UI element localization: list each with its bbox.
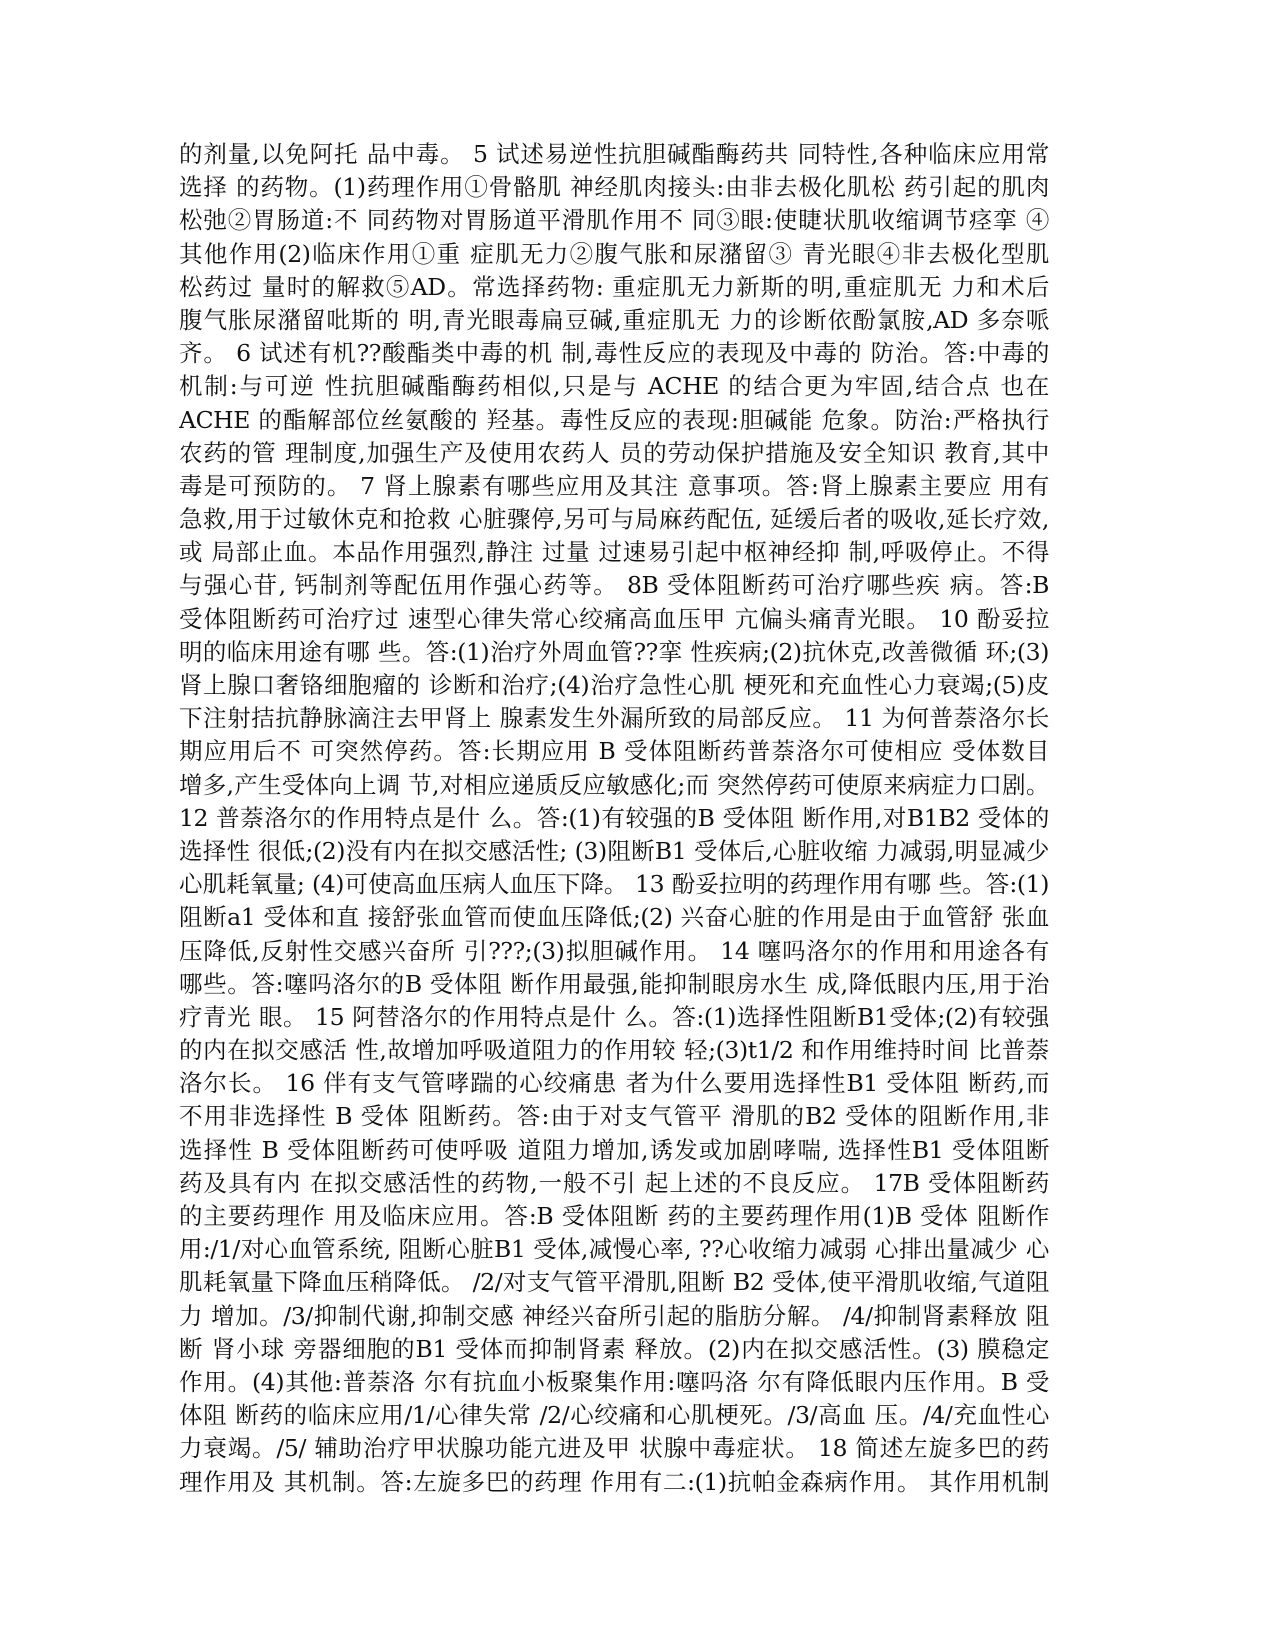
text-line: 选择性 很低;(2)没有内在拟交感活性; (3)阻断B1 受体后,心脏收缩 力减弱,明显减少: [179, 836, 1049, 865]
text-line: 下注射拮抗静脉滴注去甲肾上 腺素发生外漏所致的局部反应。 11 为何普萘洛尔长: [179, 704, 1049, 733]
text-line: 肌耗氧量下降血压稍降低。 /2/对支气管平滑肌,阻断 B2 受体,使平滑肌收缩,气道阻: [179, 1268, 1049, 1297]
text-line: 松药过 量时的解救⑤AD。常选择药物: 重症肌无力新斯的明,重症肌无 力和术后: [179, 272, 1049, 301]
text-line: 力衰竭。/5/ 辅助治疗甲状腺功能亢进及甲 状腺中毒症状。 18 简述左旋多巴的药: [179, 1434, 1049, 1463]
text-line: 不用非选择性 B 受体 阻断药。答:由于对支气管平 滑肌的B2 受体的阻断作用,非: [179, 1102, 1049, 1131]
text-line: 与强心苷, 钙制剂等配伍用作强心药等。 8B 受体阻断药可治疗哪些疾 病。答:B: [179, 571, 1049, 600]
text-line: 断 肾小球 旁器细胞的B1 受体而抑制肾素 释放。(2)内在拟交感活性。(3) 膜稳定: [179, 1334, 1049, 1363]
text-line: 的内在拟交感活 性,故增加呼吸道阻力的作用较 轻;(3)t1/2 和作用维持时间 比普萘: [179, 1036, 1049, 1065]
text-line: 选择 的药物。(1)药理作用①骨骼肌 神经肌肉接头:由非去极化肌松 药引起的肌肉: [179, 173, 1049, 202]
text-line: 增多,产生受体向上调 节,对相应递质反应敏感化;而 突然停药可使原来病症力口剧。: [179, 770, 1049, 799]
text-line: 受体阻断药可治疗过 速型心律失常心绞痛高血压甲 亢偏头痛青光眼。 10 酚妥拉: [179, 604, 1049, 633]
text-line: 理作用及 其机制。答:左旋多巴的药理 作用有二:(1)抗帕金森病作用。 其作用机制: [179, 1467, 1049, 1496]
text-line: 洛尔长。 16 伴有支气管哮踹的心绞痛患 者为什么要用选择性B1 受体阻 断药,而: [179, 1069, 1049, 1098]
text-line: 腹气胀尿潴留吡斯的 明,青光眼毒扁豆碱,重症肌无 力的诊断依酚氯胺,AD 多奈哌: [179, 305, 1049, 334]
document-body: [179, 138, 1049, 1499]
text-line: 阻断a1 受体和直 接舒张血管而使血压降低;(2) 兴奋心脏的作用是由于血管舒 张血: [179, 903, 1049, 932]
text-line: 心肌耗氧量; (4)可使高血压病人血压下降。 13 酚妥拉明的药理作用有哪 些。答:(1): [179, 870, 1049, 899]
text-line: 肾上腺口奢铬细胞瘤的 诊断和治疗;(4)治疗急性心肌 梗死和充血性心力衰竭;(5)皮: [179, 671, 1049, 699]
text-line: 的剂量,以免阿托 品中毒。 5 试述易逆性抗胆碱酯酶药共 同特性,各种临床应用常: [179, 140, 1049, 168]
text-line: 哪些。答:噻吗洛尔的B 受体阻 断作用最强,能抑制眼房水生 成,降低眼内压,用于治: [179, 969, 1049, 998]
text-line: 期应用后不 可突然停药。答:长期应用 B 受体阻断药普萘洛尔可使相应 受体数目: [179, 737, 1049, 766]
text-line: 力 增加。/3/抑制代谢,抑制交感 神经兴奋所引起的脂肪分解。 /4/抑制肾素释放 阻: [179, 1301, 1049, 1330]
text-line: ACHE 的酯解部位丝氨酸的 羟基。毒性反应的表现:胆碱能 危象。防治:严格执行: [179, 405, 1049, 434]
text-line: 明的临床用途有哪 些。答:(1)治疗外周血管??挛 性疾病;(2)抗休克,改善微循 环;(3): [179, 637, 1049, 666]
text-line: 毒是可预防的。 7 肾上腺素有哪些应用及其注 意事项。答:肾上腺素主要应 用有: [179, 471, 1049, 500]
text-line: 机制:与可逆 性抗胆碱酯酶药相似,只是与 ACHE 的结合更为牢固,结合点 也在: [179, 372, 1049, 401]
text-line: 其他作用(2)临床作用①重 症肌无力②腹气胀和尿潴留③ 青光眼④非去极化型肌: [179, 239, 1049, 268]
text-line: 12 普萘洛尔的作用特点是什 么。答:(1)有较强的B 受体阻 断作用,对B1B2 受体的: [179, 803, 1049, 832]
text-line: 齐。 6 试述有机??酸酯类中毒的机 制,毒性反应的表现及中毒的 防治。答:中毒的: [179, 339, 1049, 368]
text-line: 农药的管 理制度,加强生产及使用农药人 员的劳动保护措施及安全知识 教育,其中: [179, 438, 1049, 467]
text-line: 或 局部止血。本品作用强烈,静注 过量 过速易引起中枢神经抑 制,呼吸停止。不得: [179, 538, 1049, 567]
text-line: 松弛②胃肠道:不 同药物对胃肠道平滑肌作用不 同③眼:使睫状肌收缩调节痉挛 ④: [179, 206, 1049, 235]
text-line: 疗青光 眼。 15 阿替洛尔的作用特点是什 么。答:(1)选择性阻断B1受体;(2)有较强: [179, 1002, 1049, 1031]
text-line: 的主要药理作 用及临床应用。答:B 受体阻断 药的主要药理作用(1)B 受体 阻断作: [179, 1202, 1049, 1230]
text-line: 用:/1/对心血管系统, 阻断心脏B1 受体,减慢心率, ??心收缩力减弱 心排出量减少 心: [179, 1235, 1049, 1264]
text-line: 选择性 B 受体阻断药可使呼吸 道阻力增加,诱发或加剧哮喘, 选择性B1 受体阻断: [179, 1135, 1049, 1164]
text-line: 药及具有内 在拟交感活性的药物,一般不引 起上述的不良反应。 17B 受体阻断药: [179, 1168, 1049, 1197]
text-line: 体阻 断药的临床应用/1/心律失常 /2/心绞痛和心肌梗死。/3/高血 压。/4/充血性心: [179, 1401, 1049, 1430]
text-line: 急救,用于过敏休克和抢救 心脏骤停,另可与局麻药配伍, 延缓后者的吸收,延长疗效,: [179, 505, 1049, 534]
text-line: 作用。(4)其他:普萘洛 尔有抗血小板聚集作用:噻吗洛 尔有降低眼内压作用。B 受: [179, 1367, 1049, 1396]
text-line: 压降低,反射性交感兴奋所 引???;(3)拟胆碱作用。 14 噻吗洛尔的作用和用途各有: [179, 936, 1049, 965]
